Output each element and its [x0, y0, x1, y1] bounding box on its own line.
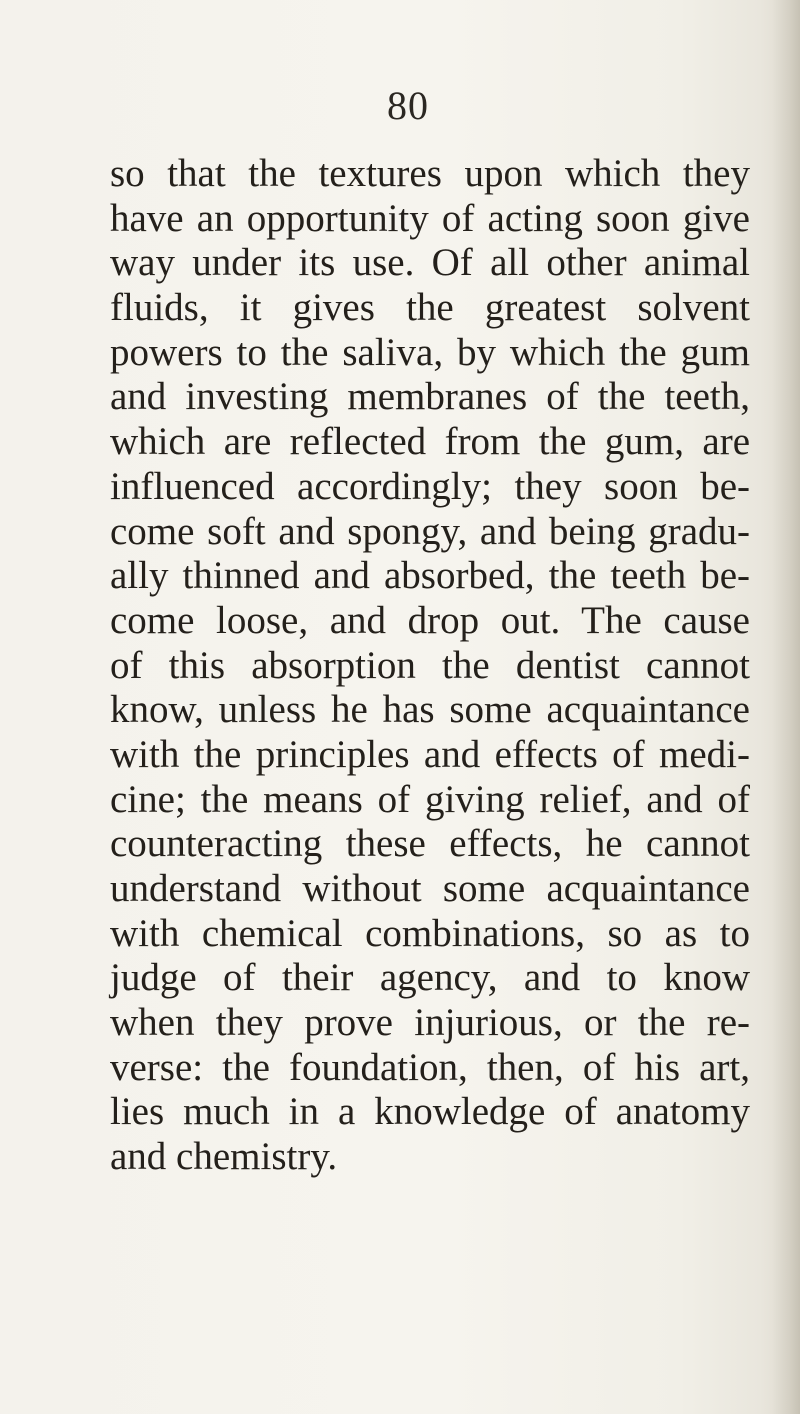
- page-number: 80: [387, 83, 429, 128]
- text-line: have an opportunity of acting soon give: [110, 196, 750, 240]
- text-line: fluids, it gives the greatest solvent: [110, 286, 750, 330]
- page-edge-shadow: [772, 0, 800, 1414]
- text-line: counteracting these effects, he cannot: [110, 822, 750, 866]
- text-line: and chemistry.: [110, 1135, 338, 1179]
- text-line: way under its use. Of all other animal: [110, 241, 750, 285]
- text-line: judge of their agency, and to know: [110, 956, 750, 1000]
- text-line: of this absorption the dentist cannot: [110, 643, 750, 687]
- text-line: when they prove injurious, or the re-: [110, 1001, 750, 1045]
- text-line: with the principles and effects of medi-: [110, 732, 750, 776]
- text-line: know, unless he has some acquaintance: [110, 688, 750, 732]
- text-line: with chemical combinations, so as to: [110, 911, 750, 955]
- text-line: and investing membranes of the teeth,: [110, 375, 750, 419]
- text-line: come loose, and drop out. The cause: [110, 598, 750, 642]
- text-line: lies much in a knowledge of anatomy: [110, 1090, 750, 1134]
- text-line: verse: the foundation, then, of his art,: [110, 1045, 750, 1089]
- text-line: ally thinned and absorbed, the teeth be-: [110, 554, 750, 598]
- text-line: influenced accordingly; they soon be-: [110, 464, 750, 508]
- text-line: so that the textures upon which they: [110, 152, 750, 195]
- text-line: powers to the saliva, by which the gum: [110, 330, 750, 374]
- text-line: understand without some acquaintance: [110, 867, 750, 910]
- text-line: which are reflected from the gum, are: [110, 420, 750, 464]
- text-line: come soft and spongy, and being gradu-: [110, 509, 750, 553]
- body-text: [110, 152, 750, 1180]
- text-line: cine; the means of giving relief, and of: [110, 777, 750, 821]
